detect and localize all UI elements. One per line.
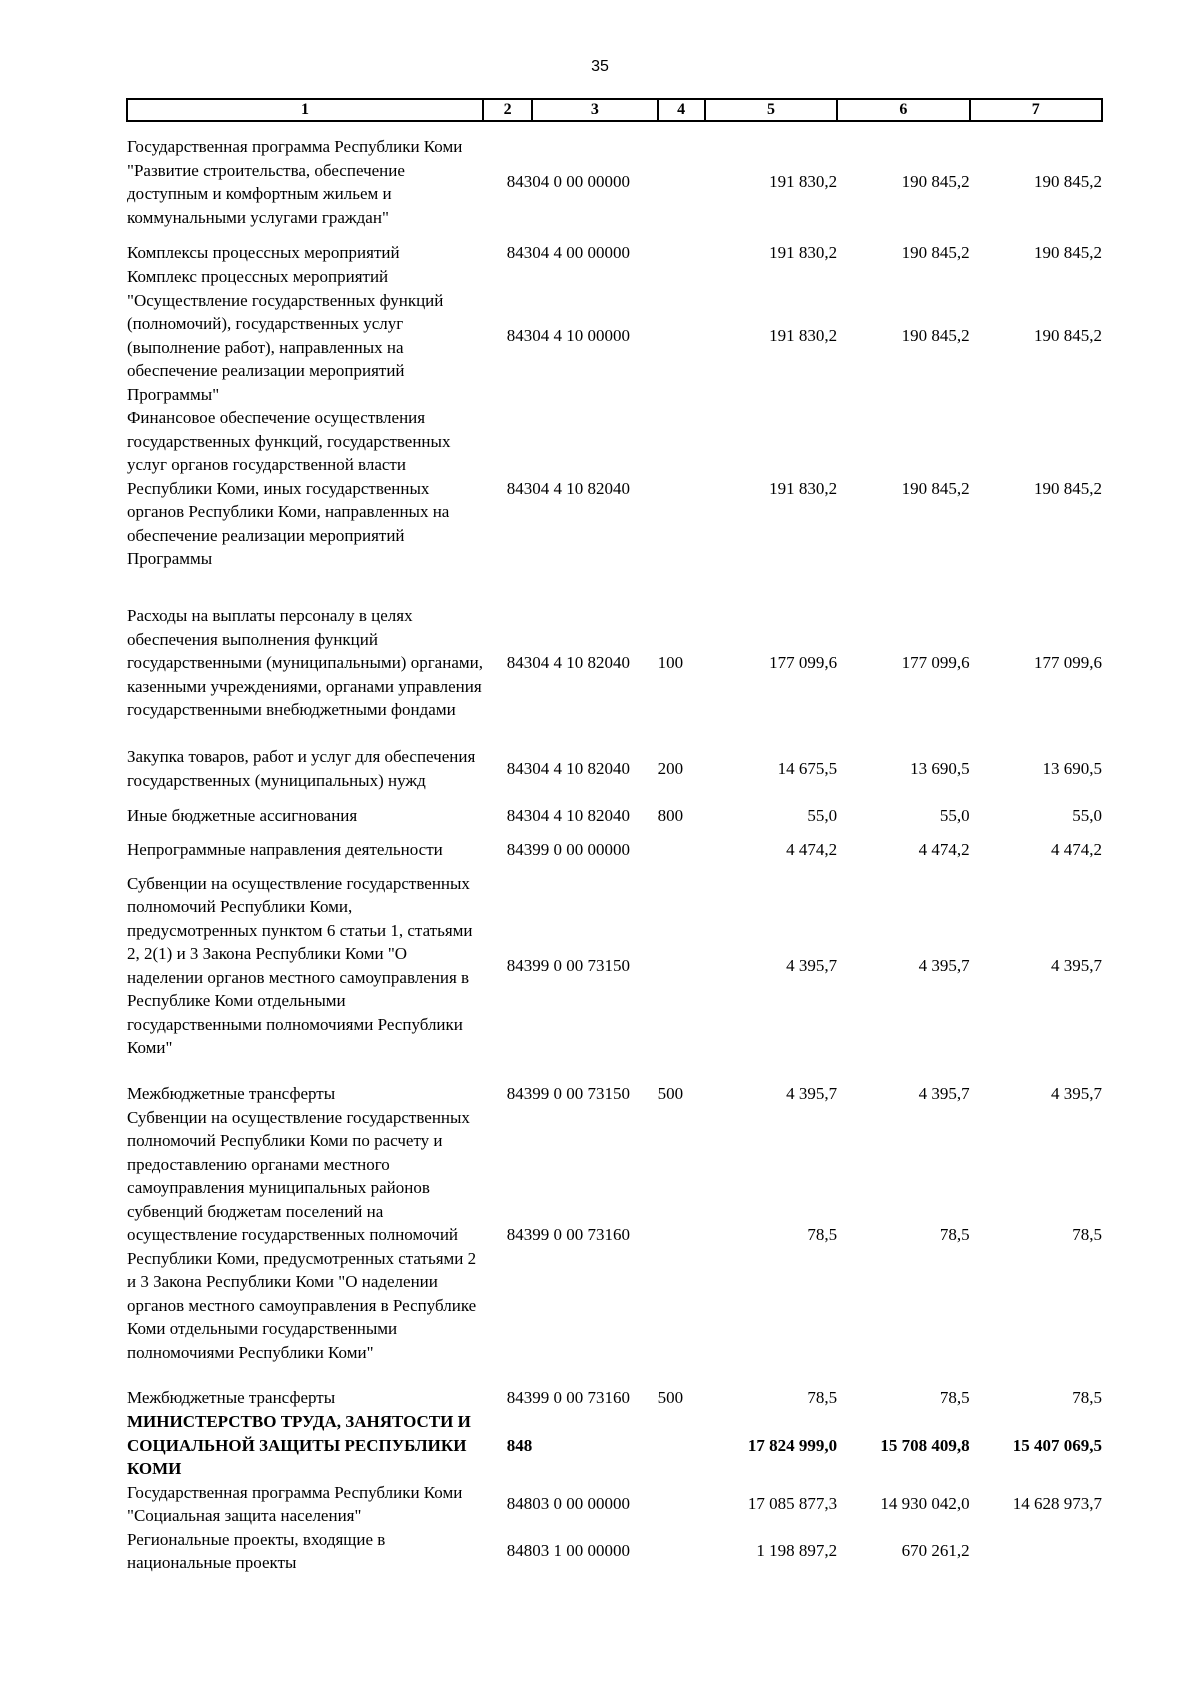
row-target-code — [532, 1410, 657, 1481]
table-row — [127, 804, 1102, 828]
row-value-1: 191 830,2 — [769, 478, 838, 498]
row-value-2: 190 845,2 — [901, 325, 970, 345]
row-value-1: 17 085 877,3 — [747, 1494, 838, 1514]
row-value-1: 4 395,7 — [786, 955, 838, 975]
table-row — [127, 838, 1102, 862]
row-name: Закупка товаров, работ и услуг для обеспечения государственных (муниципальных) нужд — [127, 747, 476, 790]
row-admin-code: 843 — [506, 478, 533, 498]
row-value-1: 78,5 — [807, 1225, 838, 1244]
row-value-3: 4 395,7 — [1051, 1083, 1102, 1103]
table-row — [127, 406, 1102, 571]
row-expense-type — [658, 1106, 705, 1365]
row-value-2: 15 708 409,8 — [880, 1435, 970, 1455]
row-value-3: 13 690,5 — [1042, 758, 1102, 778]
row-name: Расходы на выплаты персоналу в целях обеспечения выполнения функций государственными (муниципальными) органами, казенными учреждениями, органами управления государственными внебюджетными фондами — [127, 606, 483, 720]
table-row-ministry — [127, 1410, 1102, 1481]
row-value-3: 190 845,2 — [1034, 172, 1102, 192]
header-col-3: 3 — [532, 99, 657, 121]
row-expense-type — [658, 135, 705, 229]
row-target-code: 04 0 00 00000 — [532, 172, 630, 192]
row-expense-type: 100 — [657, 653, 684, 673]
header-col-4: 4 — [658, 99, 705, 121]
row-target-code: 04 4 10 82040 — [532, 478, 630, 498]
row-value-2: 78,5 — [939, 1225, 970, 1244]
row-name: Иные бюджетные ассигнования — [127, 805, 358, 825]
row-value-3: 190 845,2 — [1034, 243, 1102, 263]
row-value-1: 191 830,2 — [769, 325, 838, 345]
row-target-code: 99 0 00 00000 — [532, 839, 630, 859]
table-row — [127, 1528, 1102, 1575]
row-expense-type — [658, 872, 705, 1060]
row-name: МИНИСТЕРСТВО ТРУДА, ЗАНЯТОСТИ И СОЦИАЛЬНОЙ ЗАЩИТЫ РЕСПУБЛИКИ КОМИ — [127, 1412, 471, 1478]
row-value-1: 4 474,2 — [786, 839, 838, 859]
row-name: Непрограммные направления деятельности — [127, 839, 443, 859]
row-admin-code: 848 — [506, 1541, 533, 1561]
row-value-3: 190 845,2 — [1034, 478, 1102, 498]
row-expense-type — [658, 406, 705, 571]
header-col-7: 7 — [970, 99, 1102, 121]
row-value-2: 13 690,5 — [910, 758, 970, 778]
row-value-3: 15 407 069,5 — [1012, 1435, 1102, 1455]
row-expense-type: 500 — [657, 1388, 684, 1408]
row-admin-code: 843 — [506, 758, 533, 778]
row-value-1: 17 824 999,0 — [747, 1435, 838, 1455]
header-col-1: 1 — [127, 99, 483, 121]
row-value-2: 190 845,2 — [901, 243, 970, 263]
row-value-2: 4 395,7 — [918, 1083, 970, 1103]
row-target-code: 04 4 10 82040 — [532, 805, 630, 825]
row-admin-code: 843 — [506, 653, 533, 673]
row-target-code: 04 4 10 82040 — [532, 653, 630, 673]
row-name: Межбюджетные трансферты — [127, 1083, 336, 1103]
row-admin-code: 843 — [506, 325, 533, 345]
row-admin-code: 843 — [506, 243, 533, 263]
row-value-2: 4 395,7 — [918, 955, 970, 975]
row-name: Субвенции на осуществление государственных полномочий Республики Коми по расчету и предоставлению органами местного самоуправления муниципальных районов субвенций бюджетам поселений на осуществление государственных полномочий Республики Коми, предусмотренных статьями 2 и 3 Закона Республики Коми "О наделении органов местного самоуправления в Республике Коми отдельными государственными полномочиями Республики Коми" — [127, 1107, 477, 1362]
row-admin-code: 843 — [506, 1388, 533, 1408]
row-admin-code: 843 — [506, 1083, 533, 1103]
row-value-1: 1 198 897,2 — [756, 1541, 838, 1561]
page-number: 35 — [591, 58, 609, 75]
row-admin-code: 843 — [506, 172, 533, 192]
row-admin-code: 843 — [506, 955, 533, 975]
row-expense-type — [658, 838, 705, 862]
row-admin-code: 843 — [506, 1225, 533, 1244]
row-value-2: 4 474,2 — [918, 839, 970, 859]
row-target-code: 04 4 10 00000 — [532, 325, 630, 345]
row-name: Межбюджетные трансферты — [127, 1388, 336, 1408]
table-row — [127, 1082, 1102, 1106]
row-target-code: 99 0 00 73160 — [532, 1388, 630, 1408]
row-value-3: 78,5 — [1072, 1388, 1102, 1408]
row-admin-code: 843 — [506, 839, 533, 859]
row-admin-code: 843 — [506, 805, 533, 825]
row-expense-type: 800 — [657, 805, 684, 825]
table-row — [127, 1106, 1102, 1365]
row-value-2: 177 099,6 — [901, 653, 970, 673]
header-row — [127, 99, 1102, 121]
row-value-3: 14 628 973,7 — [1012, 1494, 1102, 1514]
budget-table — [126, 98, 1103, 1575]
row-expense-type: 200 — [657, 758, 684, 778]
row-value-3: 55,0 — [1072, 805, 1102, 825]
row-value-3: 4 474,2 — [1051, 839, 1102, 859]
row-value-1: 78,5 — [807, 1388, 838, 1408]
row-target-code: 99 0 00 73150 — [532, 1083, 630, 1103]
table-row — [127, 593, 1102, 734]
row-target-code: 04 4 00 00000 — [532, 243, 630, 263]
row-expense-type — [658, 1410, 705, 1481]
row-admin-code: 848 — [506, 1435, 533, 1455]
row-value-1: 4 395,7 — [786, 1083, 838, 1103]
row-name: Субвенции на осуществление государственных полномочий Республики Коми, предусмотренных пунктом 6 статьи 1, статьями 2, 2(1) и 3 Закона Республики Коми "О наделении органов местного самоуправления в Республике Коми отдельными государственными полномочиями Республики Коми" — [127, 873, 473, 1057]
row-expense-type — [658, 265, 705, 406]
row-value-1: 191 830,2 — [769, 243, 838, 263]
row-value-2: 190 845,2 — [901, 172, 970, 192]
row-value-3 — [970, 1528, 1102, 1575]
row-name: Региональные проекты, входящие в национальные проекты — [127, 1529, 386, 1572]
row-expense-type: 500 — [657, 1083, 684, 1103]
table-row — [127, 734, 1102, 804]
row-expense-type — [658, 1528, 705, 1575]
row-target-code: 04 4 10 82040 — [532, 758, 630, 778]
row-target-code: 99 0 00 73160 — [532, 1225, 630, 1244]
row-name: Финансовое обеспечение осуществления государственных функций, государственных услуг органов государственной власти Республики Коми, иных государственных органов Республики Коми, направленных на обеспечение реализации мероприятий Программы — [127, 408, 451, 568]
row-value-3: 78,5 — [1072, 1225, 1102, 1244]
row-value-3: 177 099,6 — [1034, 653, 1102, 673]
row-name: Государственная программа Республики Коми "Развитие строительства, обеспечение доступным и комфортным жильем и коммунальными услугами граждан" — [127, 137, 463, 227]
row-name: Комплекс процессных мероприятий "Осуществление государственных функций (полномочий), государственных услуг (выполнение работ), направленных на обеспечение реализации мероприятий Программы" — [127, 267, 444, 404]
table-row — [127, 135, 1102, 229]
row-value-1: 55,0 — [807, 805, 838, 825]
table-row — [127, 1386, 1102, 1410]
row-value-1: 14 675,5 — [777, 758, 838, 778]
row-value-1: 191 830,2 — [769, 172, 838, 192]
row-value-2: 55,0 — [939, 805, 970, 825]
row-target-code: 03 0 00 00000 — [532, 1494, 630, 1514]
row-expense-type — [658, 241, 705, 265]
row-admin-code: 848 — [506, 1494, 533, 1514]
row-name: Государственная программа Республики Коми "Социальная защита населения" — [127, 1482, 463, 1525]
row-value-2: 78,5 — [939, 1388, 970, 1408]
table-row — [127, 872, 1102, 1060]
row-value-1: 177 099,6 — [769, 653, 838, 673]
table-row — [127, 265, 1102, 406]
row-target-code: 03 1 00 00000 — [532, 1541, 630, 1561]
header-col-5: 5 — [705, 99, 837, 121]
row-name: Комплексы процессных мероприятий — [127, 243, 400, 263]
row-value-2: 190 845,2 — [901, 478, 970, 498]
row-value-2: 14 930 042,0 — [880, 1494, 970, 1514]
row-value-3: 190 845,2 — [1034, 325, 1102, 345]
row-value-3: 4 395,7 — [1051, 955, 1102, 975]
header-col-2: 2 — [483, 99, 532, 121]
table-row — [127, 241, 1102, 265]
row-target-code: 99 0 00 73150 — [532, 955, 630, 975]
table-row — [127, 1481, 1102, 1528]
header-col-6: 6 — [837, 99, 969, 121]
row-value-2: 670 261,2 — [901, 1541, 970, 1561]
row-expense-type — [658, 1481, 705, 1528]
